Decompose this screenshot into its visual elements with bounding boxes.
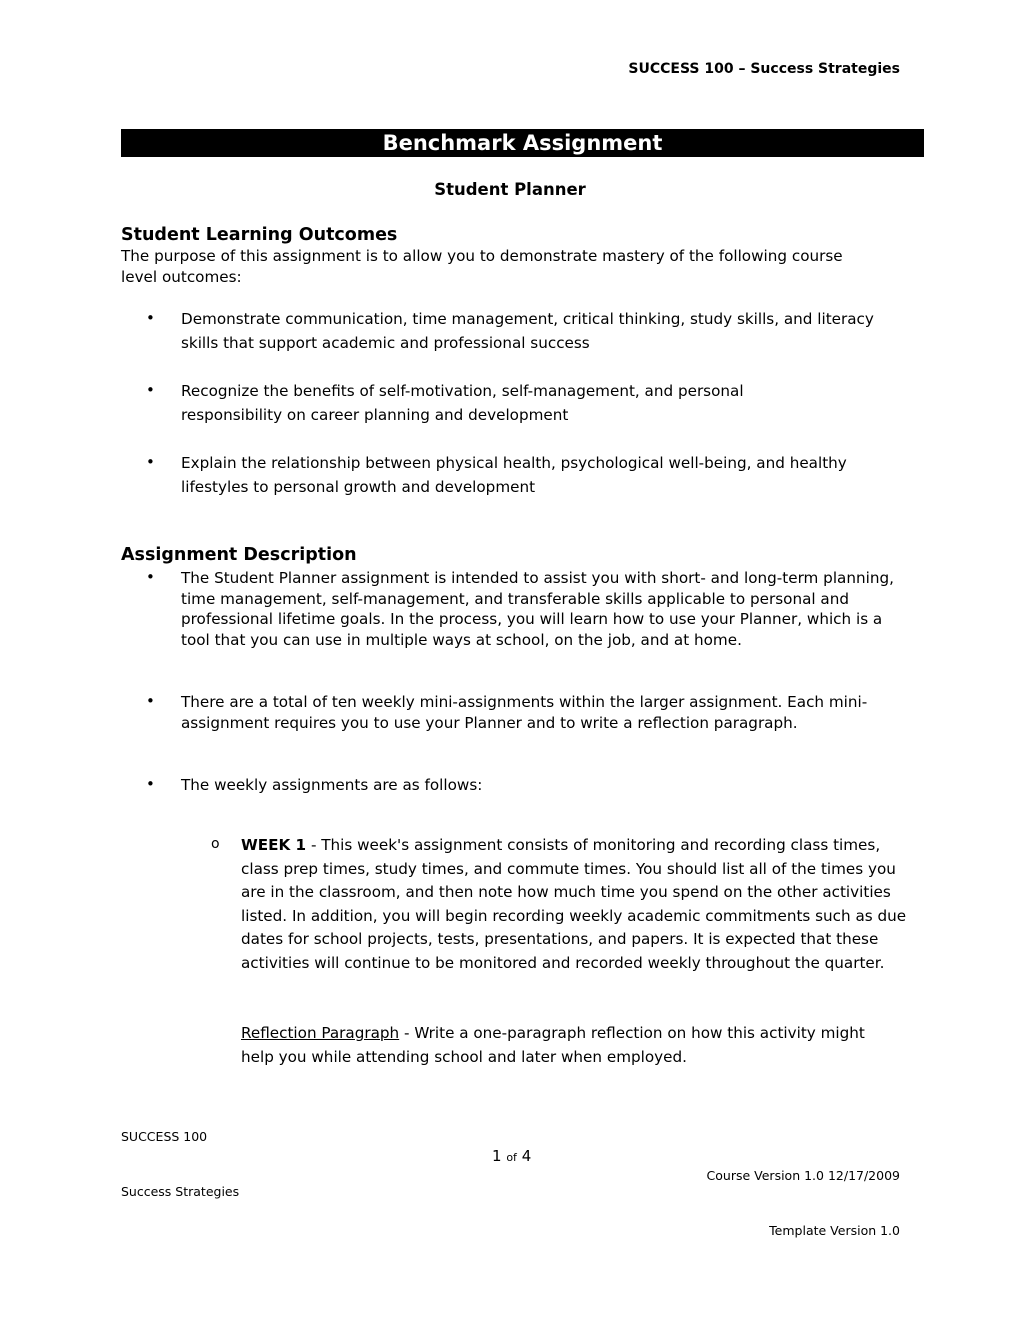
week1-label: WEEK 1	[241, 836, 307, 854]
description-heading: Assignment Description	[121, 545, 357, 565]
bullet-icon: •	[146, 453, 155, 471]
bullet-icon: •	[146, 568, 155, 586]
footer-course: SUCCESS 100	[121, 1129, 208, 1144]
description-item: There are a total of ten weekly mini-assignments within the larger assignment. Each mini-assignment requires you to use your Planner and to write a reflection paragraph.	[181, 693, 868, 732]
page-title: Benchmark Assignment	[121, 129, 924, 157]
circle-bullet-icon: o	[211, 836, 220, 852]
week1-body: - This week's assignment consists of monitoring and recording class times, class prep times, study times, and commute times. You should list all of the times you are in the classroom, and then note how much time you spend on the other activities listed. In addition, you will begin recording weekly academic commitments such as due dates for school projects, tests, presentations, and papers. It is expected that these activities will continue to be monitored and recorded weekly throughout the quarter.	[241, 836, 907, 972]
bullet-icon: •	[146, 692, 155, 710]
reflection-text	[241, 1022, 901, 1069]
reflection-body: - Write a one-paragraph reflection on how this activity might help you while attending school and later when employed.	[241, 1024, 865, 1066]
description-item: The weekly assignments are as follows:	[181, 776, 483, 794]
bullet-icon: •	[146, 775, 155, 793]
reflection-label: Reflection Paragraph	[241, 1024, 400, 1042]
outcomes-heading: Student Learning Outcomes	[121, 225, 398, 245]
bullet-icon: •	[146, 381, 155, 399]
outcome-item: Recognize the benefits of self-motivation, self-management, and personal responsibility on career planning and development	[181, 382, 744, 424]
header-course-title: SUCCESS 100 – Success Strategies	[628, 61, 900, 77]
footer-title: Success Strategies	[121, 1184, 240, 1199]
outcomes-intro: The purpose of this assignment is to allow you to demonstrate mastery of the following course level outcomes:	[121, 247, 843, 286]
week1-text	[241, 834, 911, 975]
page-number	[492, 1147, 531, 1165]
outcome-item: Explain the relationship between physical health, psychological well-being, and healthy lifestyles to personal growth and development	[181, 454, 847, 496]
course-version: Course Version 1.0 12/17/2009	[706, 1168, 900, 1183]
page-current: 1	[492, 1147, 502, 1165]
page-total: 4	[521, 1147, 532, 1165]
template-version: Template Version 1.0	[769, 1223, 900, 1238]
page-of: of	[506, 1151, 517, 1164]
outcome-item: Demonstrate communication, time management, critical thinking, study skills, and literacy skills that support academic and professional success	[181, 310, 874, 352]
subtitle: Student Planner	[434, 180, 586, 199]
description-item: The Student Planner assignment is intended to assist you with short- and long-term planning, time management, self-management, and transferable skills applicable to personal and professional lifetime goals. In the process, you will learn how to use your Planner, which is a tool that you can use in multiple ways at school, on the job, and at home.	[181, 569, 894, 649]
bullet-icon: •	[146, 309, 155, 327]
